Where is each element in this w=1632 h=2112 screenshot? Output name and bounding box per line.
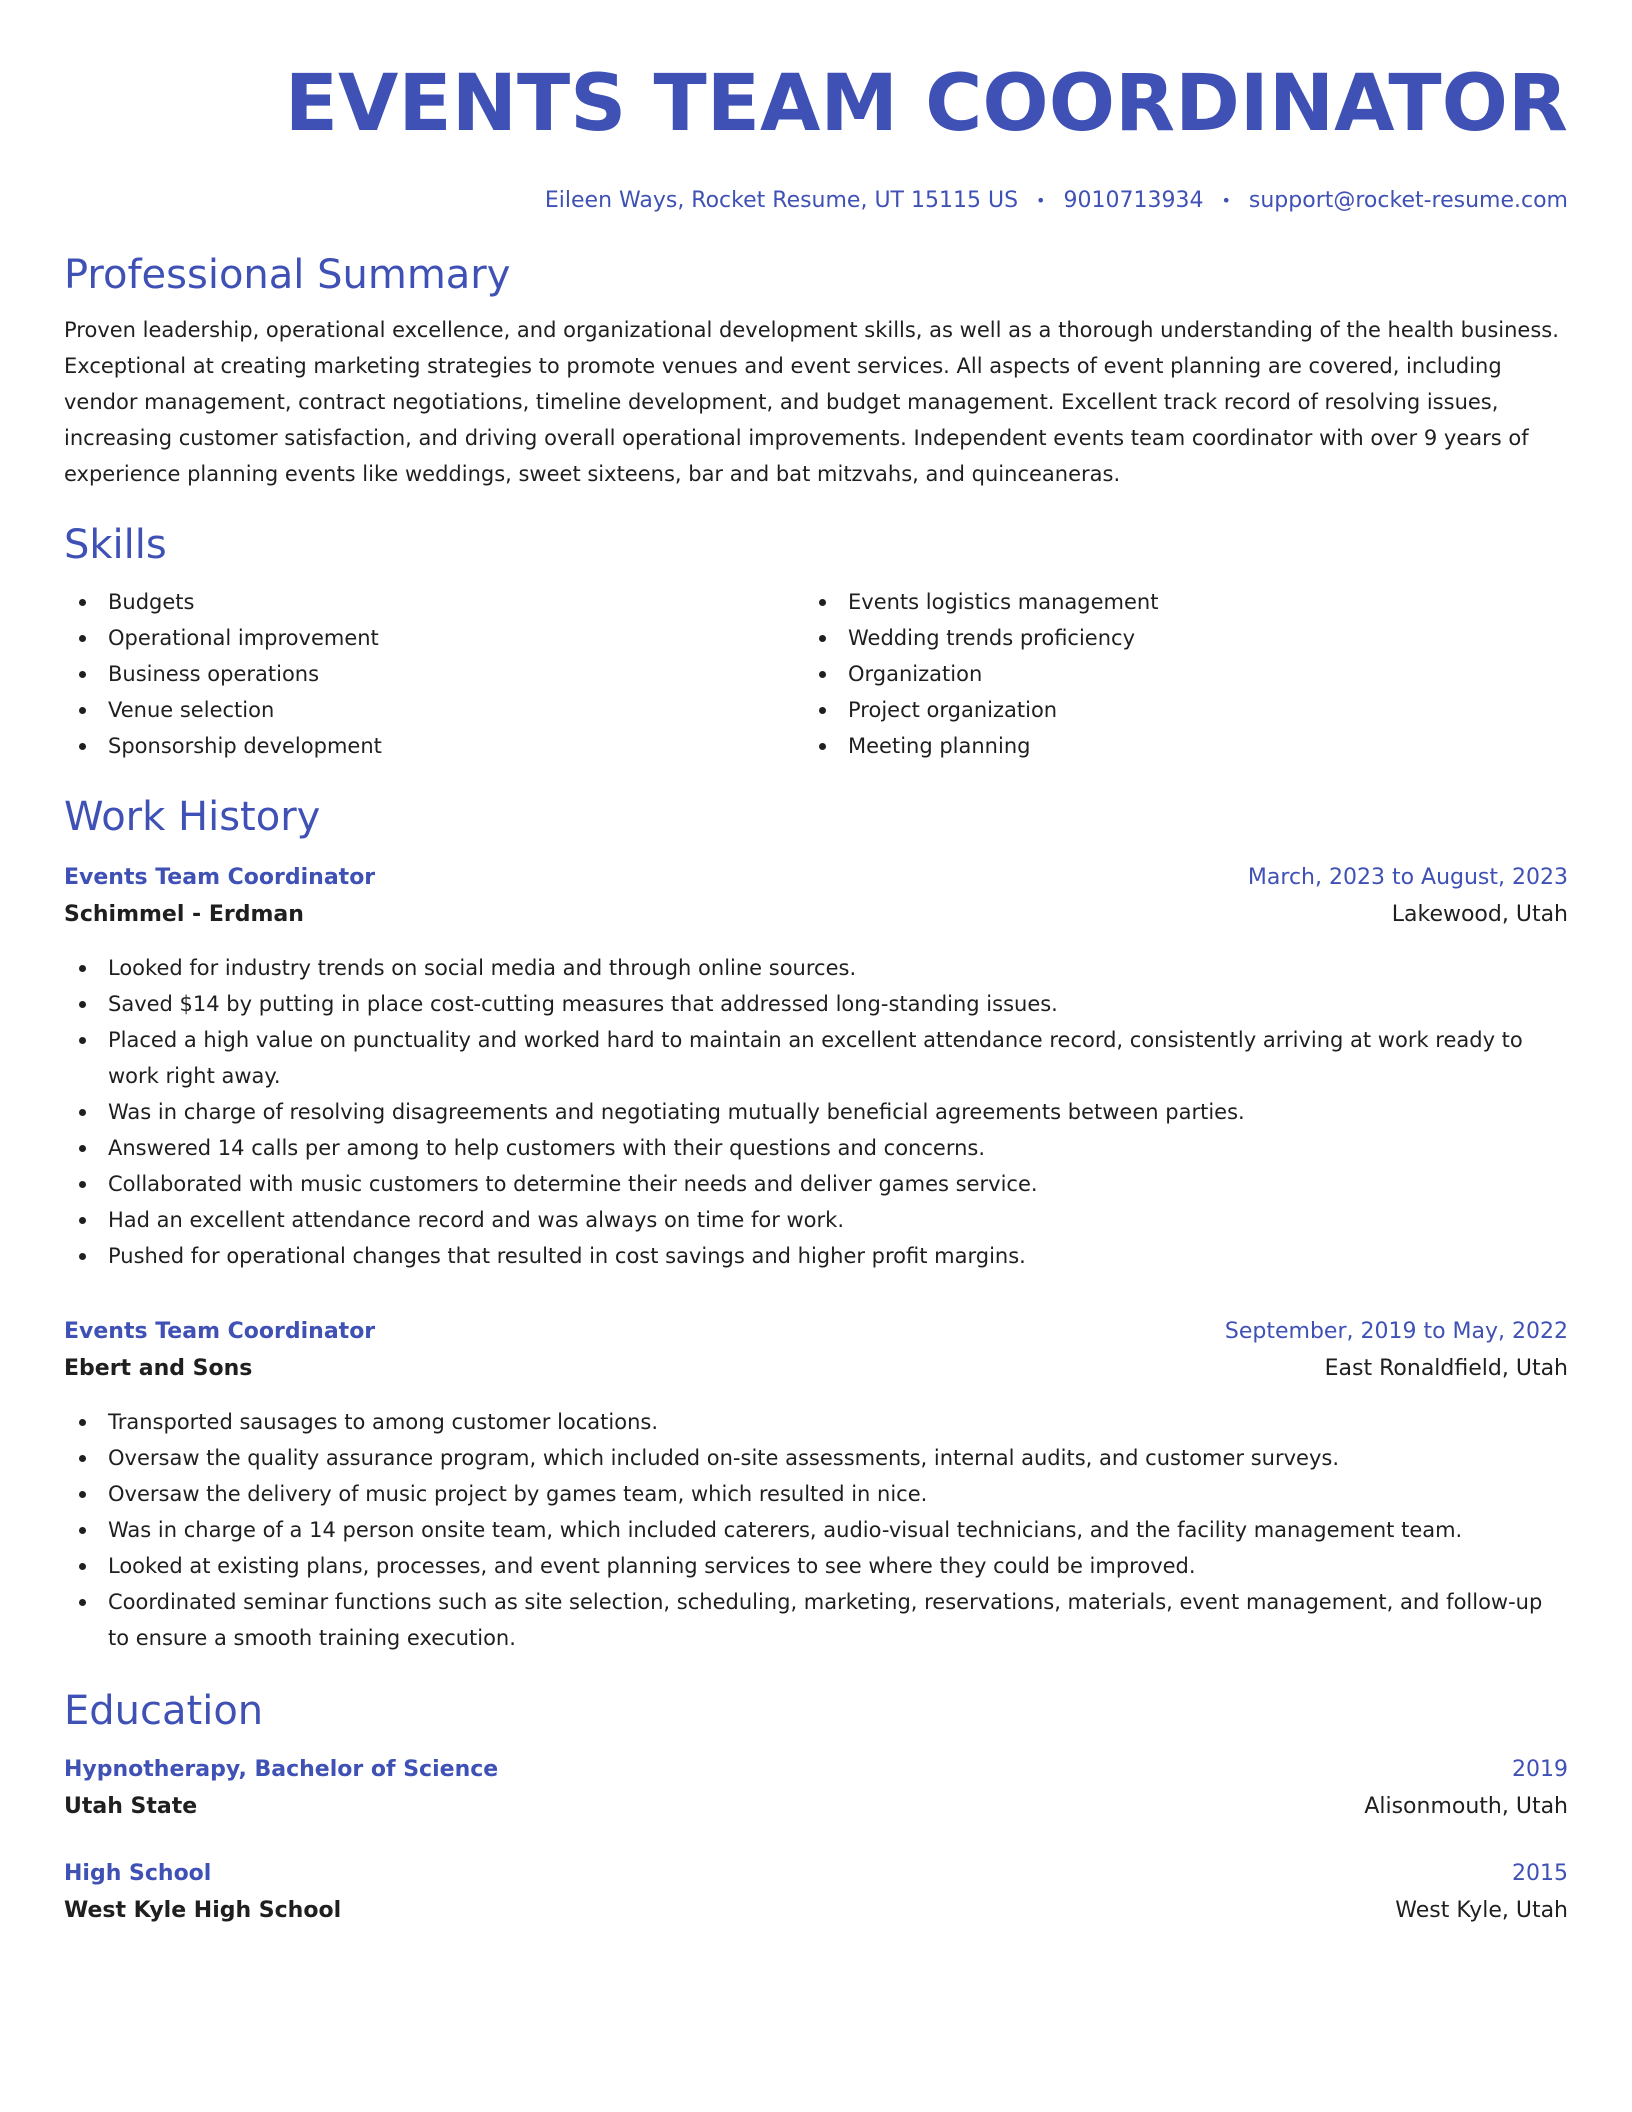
job-title: Events Team Coordinator (64, 865, 376, 890)
education-entry (64, 1752, 1568, 1826)
education-heading: Education (64, 1688, 264, 1734)
job-location: Lakewood, Utah (1391, 902, 1568, 927)
skills-column-right (804, 584, 1560, 764)
skill-item: Business operations (64, 656, 804, 692)
education-header (64, 1856, 1568, 1892)
job-entry (64, 860, 1568, 1274)
education-location: West Kyle, Utah (1395, 1898, 1568, 1923)
job-bullet: Transported sausages to among customer locations. (64, 1404, 1568, 1440)
job-bullet: Answered 14 calls per among to help customers with their questions and concerns. (64, 1130, 1568, 1166)
education-school: West Kyle High School (64, 1898, 342, 1923)
resume-title: EVENTS TEAM COORDINATOR (284, 59, 1568, 149)
skill-item: Wedding trends proficiency (804, 620, 1560, 656)
job-bullet: Looked for industry trends on social media and through online sources. (64, 950, 1568, 986)
skill-item: Project organization (804, 692, 1560, 728)
job-company: Schimmel - Erdman (64, 902, 304, 927)
job-title: Events Team Coordinator (64, 1319, 376, 1344)
education-degree: Hypnotherapy, Bachelor of Science (64, 1757, 499, 1782)
job-bullet: Oversaw the quality assurance program, which included on-site assessments, internal audits, and customer surveys. (64, 1440, 1568, 1476)
job-location: East Ronaldfield, Utah (1324, 1356, 1568, 1381)
job-dates: September, 2019 to May, 2022 (1224, 1319, 1568, 1344)
contact-line (64, 186, 1568, 216)
job-bullets (64, 950, 1568, 1274)
skill-item: Events logistics management (804, 584, 1560, 620)
skills-list (64, 584, 1568, 764)
job-bullet: Oversaw the delivery of music project by games team, which resulted in nice. (64, 1476, 1568, 1512)
job-bullet: Looked at existing plans, processes, and event planning services to see where they could be improved. (64, 1548, 1568, 1584)
job-bullet: Collaborated with music customers to determine their needs and deliver games service. (64, 1166, 1568, 1202)
education-entry (64, 1856, 1568, 1930)
job-header (64, 1314, 1568, 1350)
education-header (64, 1752, 1568, 1788)
education-subheader (64, 1788, 1568, 1826)
skills-heading: Skills (64, 522, 167, 568)
skill-item: Organization (804, 656, 1560, 692)
skill-item: Venue selection (64, 692, 804, 728)
education-degree: High School (64, 1861, 212, 1886)
job-dates: March, 2023 to August, 2023 (1247, 865, 1568, 890)
job-subheader (64, 1350, 1568, 1388)
job-bullets (64, 1404, 1568, 1656)
skill-item: Meeting planning (804, 728, 1560, 764)
job-company: Ebert and Sons (64, 1356, 253, 1381)
education-location: Alisonmouth, Utah (1364, 1794, 1568, 1819)
summary-text: Proven leadership, operational excellence, and organizational development skills, as well as a thorough understanding of the health business. Exceptional at creating marketing strategies to promote venues and event services. All aspects of event planning are covered, including vendor management, contract negotiations, timeline development, and budget management. Excellent track record of resolving issues, increasing customer satisfaction, and driving overall operational improvements. Independent events team coordinator with over 9 years of experience planning events like weddings, sweet sixteens, bar and bat mitzvahs, and quinceaneras. (64, 318, 1559, 486)
skill-item: Sponsorship development (64, 728, 804, 764)
work-history-heading: Work History (64, 794, 321, 840)
job-bullet: Saved $14 by putting in place cost-cutting measures that addressed long-standing issues. (64, 986, 1568, 1022)
education-year: 2019 (1512, 1757, 1568, 1782)
contact-separator: • (1221, 191, 1231, 210)
education-subheader (64, 1892, 1568, 1930)
job-bullet: Had an excellent attendance record and was always on time for work. (64, 1202, 1568, 1238)
skill-item: Operational improvement (64, 620, 804, 656)
job-bullet: Pushed for operational changes that resulted in cost savings and higher profit margins. (64, 1238, 1568, 1274)
contact-separator: • (1036, 191, 1046, 210)
summary-heading: Professional Summary (64, 252, 511, 298)
contact-address: Eileen Ways, Rocket Resume, UT 15115 US (544, 188, 1019, 213)
job-bullet: Coordinated seminar functions such as site selection, scheduling, marketing, reservations, materials, event management, and follow-up to ensure a smooth training execution. (64, 1584, 1568, 1656)
job-subheader (64, 896, 1568, 934)
skills-column-left (64, 584, 804, 764)
education-year: 2015 (1512, 1861, 1568, 1886)
job-header (64, 860, 1568, 896)
contact-phone: 9010713934 (1063, 188, 1204, 213)
contact-email: support@rocket-resume.com (1248, 188, 1568, 213)
job-bullet: Was in charge of resolving disagreements and negotiating mutually beneficial agreements between parties. (64, 1094, 1568, 1130)
job-bullet: Placed a high value on punctuality and worked hard to maintain an excellent attendance record, consistently arriving at work ready to work right away. (64, 1022, 1568, 1094)
job-bullet: Was in charge of a 14 person onsite team, which included caterers, audio-visual technicians, and the facility management team. (64, 1512, 1568, 1548)
education-school: Utah State (64, 1794, 198, 1819)
skill-item: Budgets (64, 584, 804, 620)
job-entry (64, 1314, 1568, 1656)
